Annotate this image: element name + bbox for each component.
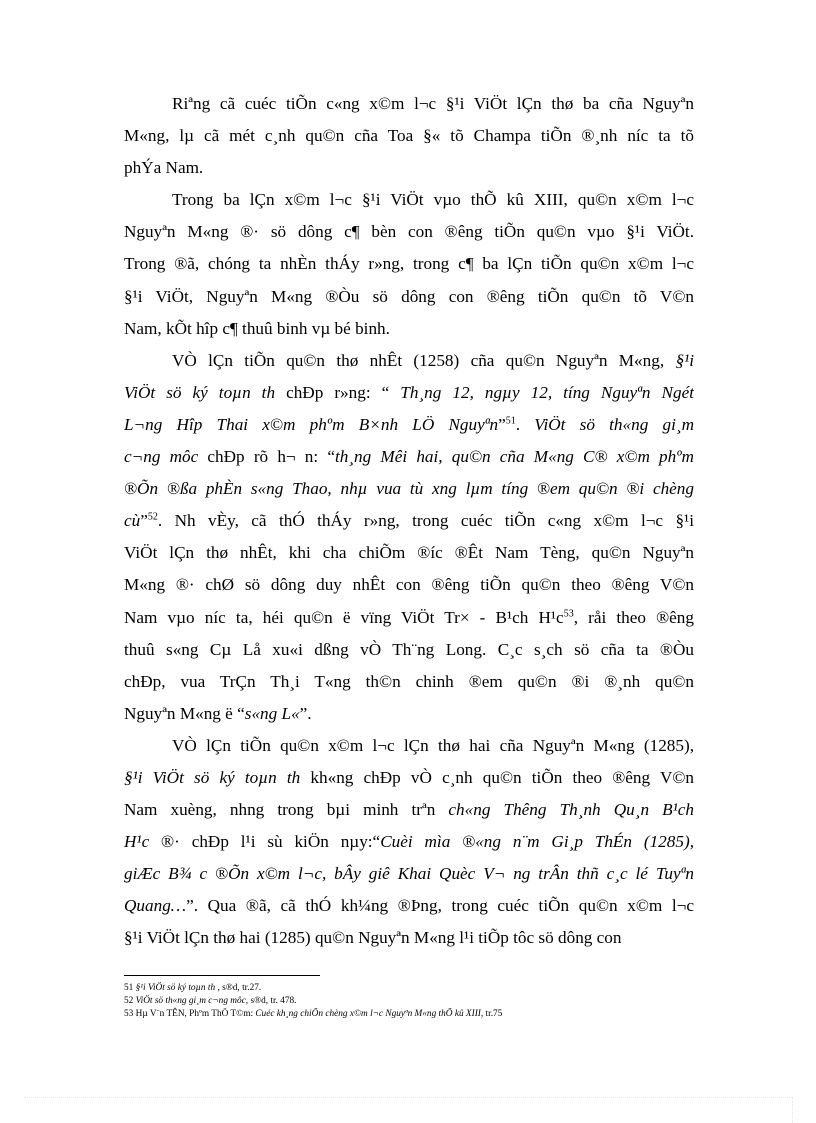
text-line xyxy=(124,666,694,698)
footnote-ref: 52 xyxy=(147,511,158,523)
italic-run: §¹i ViÖt sö ký toµn th xyxy=(135,983,216,993)
paragraph xyxy=(124,345,694,730)
text-run: M«ng, lµ cã mét c¸nh qu©n cña Toa §« tõ Champa tiÕn ®¸nh níc ta tõ xyxy=(124,126,694,146)
footnote-ref: 53 xyxy=(563,607,574,619)
footnote xyxy=(124,1008,704,1021)
text-run: ”. xyxy=(299,703,312,723)
footnote-separator xyxy=(124,975,320,976)
text-run: phÝa Nam. xyxy=(124,158,204,178)
text-run: §¹i ViÖt, Nguyªn M«ng ®Òu sö dông con ®êng tiÕn qu©n tõ V©n xyxy=(124,286,694,306)
text-line xyxy=(124,922,694,954)
text-run: kh«ng chÐp vÒ c¸nh qu©n tiÕn theo ®êng V©n xyxy=(300,767,694,787)
italic-run: ViÖt sö th«ng gi¸m xyxy=(534,414,694,434)
text-line xyxy=(124,537,694,569)
text-line xyxy=(124,505,694,537)
italic-run: §¹i xyxy=(675,350,694,370)
text-run: 53 Hµ V¨n TÊN, Phºm ThÖ T©m: xyxy=(124,1009,256,1019)
italic-run: th¸ng Mêi hai, qu©n cña M«ng C® x©m phºm xyxy=(334,447,694,467)
italic-run: ch«ng Thêng Th¸nh Qu¸n B¹ch xyxy=(448,800,694,820)
text-run: , s®d, tr.27. xyxy=(215,983,262,993)
text-run: ®· chÐp l¹i sù kiÖn nµy:“ xyxy=(149,832,381,852)
text-run: ” xyxy=(498,414,506,434)
text-run: tr.75 xyxy=(483,1009,503,1019)
text-line xyxy=(124,858,694,890)
text-run: M«ng ®· chØ sö dông duy nhÊt con ®êng tiÕn qu©n theo ®êng V©n xyxy=(124,575,694,595)
italic-run: ®Õn ®ßa phÈn s«ng Thao, nhµ vua tù xng lµm tíng ®em qu©n ®i chèng xyxy=(124,479,694,499)
text-line xyxy=(124,634,694,666)
footnote xyxy=(124,982,704,995)
text-line xyxy=(124,826,694,858)
text-run: ” xyxy=(140,511,148,531)
text-line xyxy=(124,248,694,280)
text-run: , s®d, tr. 478. xyxy=(245,996,297,1006)
text-line xyxy=(124,569,694,601)
text-run: VÒ lÇn tiÕn qu©n x©m l¬c lÇn thø hai cña Nguyªn M«ng (1285), xyxy=(172,735,694,755)
footnotes xyxy=(124,982,704,1021)
text-run: ViÖt lÇn thø nhÊt, khi cha chiÕm ®íc ®Êt Nam Tèng, qu©n Nguyªn xyxy=(124,543,694,563)
text-line xyxy=(124,762,694,794)
italic-run: s«ng L« xyxy=(244,703,300,723)
text-line xyxy=(124,313,694,345)
italic-run: Cuéc kh¸ng chiÕn chèng x©m l¬c Nguyªn M«ng thÕ kû XIII, xyxy=(255,1009,484,1019)
italic-run: §¹i ViÖt sö ký toµn th xyxy=(124,767,301,787)
footnote xyxy=(124,995,704,1008)
text-run: Trong ®ã, chóng ta nhÈn thÁy r»ng, trong c¶ ba lÇn tiÕn qu©n x©m l¬c xyxy=(124,254,694,274)
italic-run: ViÖt sö ký toµn th xyxy=(124,382,276,402)
text-run: 52 xyxy=(124,996,136,1006)
text-line xyxy=(124,698,694,730)
text-line xyxy=(124,152,694,184)
text-line xyxy=(124,441,694,473)
text-line xyxy=(124,890,694,922)
text-line xyxy=(124,377,694,409)
text-run: chÐp rõ h¬ n: “ xyxy=(198,447,335,467)
italic-run: L¬ng Hîp Thai x©m phºm B×nh LÖ Nguyªn xyxy=(124,414,499,434)
text-run: , råi theo ®êng xyxy=(573,607,694,627)
italic-run: cù xyxy=(124,511,141,531)
text-line xyxy=(124,473,694,505)
italic-run: c¬ng môc xyxy=(124,447,199,467)
italic-run: giÆc B¾ c ®Õn x©m l¬c, bÂy giê Khai Quèc V¬ ng trÂn thñ c¸c lé Tuyªn xyxy=(124,864,694,884)
italic-run: Cuèi mìa ®«ng n¨m Gi¸p ThÉn (1285), xyxy=(380,832,694,852)
paragraph xyxy=(124,184,694,344)
text-run: . Nh vÈy, cã thÓ thÁy r»ng, trong cuéc tiÕn c«ng x©m l¬c §¹i xyxy=(157,511,694,531)
footnote-ref: 51 xyxy=(505,415,516,427)
text-run: Nam, kÕt hîp c¶ thuû binh vµ bé binh. xyxy=(124,318,390,338)
text-line xyxy=(124,120,694,152)
italic-run: ViÖt sö th«ng gi¸m c¬ng môc xyxy=(135,996,246,1006)
page-bottom-border xyxy=(24,1097,792,1098)
text-line xyxy=(124,730,694,762)
paragraph xyxy=(124,730,694,955)
text-run: Nam vµo níc ta, héi qu©n ë vïng ViÖt Tr× - B¹ch H¹c xyxy=(124,607,564,627)
text-run: Nguyªn M«ng ë “ xyxy=(124,703,245,723)
italic-run: Th¸ng 12, ngµy 12, tíng Nguyªn Ngét xyxy=(400,382,694,402)
text-run: 51 xyxy=(124,983,136,993)
paragraph xyxy=(124,88,694,184)
italic-run: H¹c xyxy=(124,832,150,852)
text-line xyxy=(124,409,694,441)
text-line xyxy=(124,184,694,216)
text-line xyxy=(124,794,694,826)
text-run: chÐp r»ng: “ xyxy=(275,382,401,402)
text-run: chÐp, vua TrÇn Th¸i T«ng th©n chinh ®em qu©n ®i ®¸nh qu©n xyxy=(124,671,694,691)
text-line xyxy=(124,281,694,313)
text-line xyxy=(124,345,694,377)
text-run: ”. Qua ®ã, cã thÓ kh¼ng ®Þng, trong cuéc tiÕn qu©n x©m l¬c xyxy=(186,896,694,916)
text-run: Nguyªn M«ng ®· sö dông c¶ bèn con ®êng tiÕn qu©n vµo §¹i ViÖt. xyxy=(124,222,694,242)
text-run: Trong ba lÇn x©m l¬c §¹i ViÖt vµo thÕ kû XIII, qu©n x©m l¬c xyxy=(172,190,694,210)
italic-run: Quang… xyxy=(124,896,187,916)
text-run: Nam xuèng, nhng trong bµi minh trªn xyxy=(124,800,449,820)
body-text xyxy=(124,88,694,955)
text-run: Riªng cã cuéc tiÕn c«ng x©m l¬c §¹i ViÖt lÇn thø ba cña Nguyªn xyxy=(172,94,694,113)
text-run: VÒ lÇn tiÕn qu©n thø nhÊt (1258) cña qu©n Nguyªn M«ng, xyxy=(172,350,676,370)
page-right-border xyxy=(792,1097,793,1123)
text-run: . xyxy=(515,414,535,434)
text-line xyxy=(124,602,694,634)
text-run: thuû s«ng Cµ Lå xu«i dßng vÒ Th¨ng Long. C¸c s¸ch sö cña ta ®Òu xyxy=(124,639,694,659)
text-line xyxy=(124,216,694,248)
text-run: §¹i ViÖt lÇn thø hai (1285) qu©n Nguyªn M«ng l¹i tiÕp tôc sö dông con xyxy=(124,928,622,948)
text-line xyxy=(124,88,694,120)
